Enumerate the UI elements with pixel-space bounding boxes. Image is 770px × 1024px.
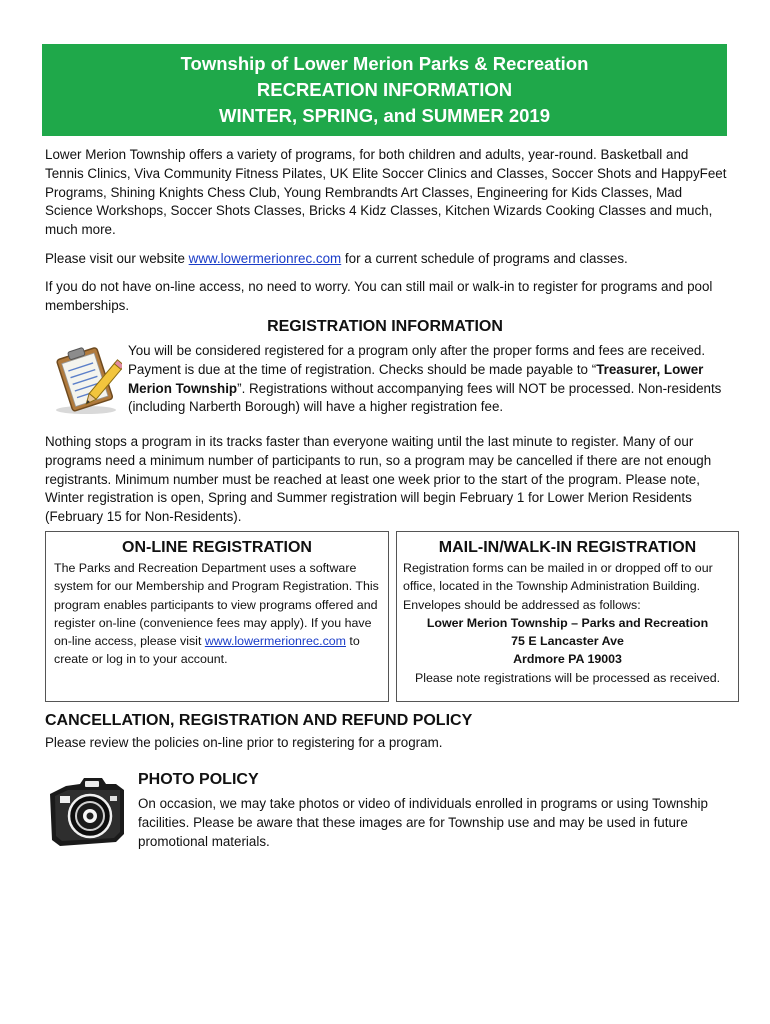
header-banner [42, 44, 727, 136]
online-website-link[interactable]: www.lowermerionrec.com [204, 634, 346, 649]
online-text-b: to create or log in to your account. [54, 634, 360, 667]
address-line-2: 75 E Lancaster Ave [511, 634, 624, 649]
mail-in-note: Please note registrations will be processed as received. [414, 670, 721, 685]
header-subtitle: RECREATION INFORMATION [256, 79, 513, 100]
registration-text-b: ”. Registrations without accompanying fees will NOT be processed. Non-residents (including Narberth Borough) will have a higher registration fee. [128, 380, 722, 415]
address-line-3: Ardmore PA 19003 [513, 652, 622, 667]
mail-in-heading: MAIL-IN/WALK-IN REGISTRATION [438, 539, 697, 556]
registration-paragraph [128, 342, 728, 417]
camera-icon [46, 772, 128, 854]
visit-website-paragraph [45, 250, 730, 269]
website-link[interactable]: www.lowermerionrec.com [188, 251, 342, 266]
photo-policy-text: On occasion, we may take photos or video of individuals enrolled in programs or using Township facilities. Please be aware that these images are for Township use and may be used in future promotional materials. [138, 796, 708, 849]
online-text [46, 559, 388, 669]
intro-paragraph: Lower Merion Township offers a variety of programs, for both children and adults, year-round. Basketball and Tennis Clinics, Viva Community Fitness Pilates, UK Elite Soccer Clinics and Classes, Soccer Shots and HappyFeet Programs, Shining Knights Chess Club, Young Rembrandts Art Classes, Engineering for Kids Classes, Mad Science Workshops, Soccer Shots Classes, Bricks 4 Kidz Classes, Kitchen Wizards Cooking Classes and much, much more. [45, 147, 727, 238]
online-text-a: The Parks and Recreation Department uses a software system for our Membership and Program Registration. This program enables participants to view programs offered and register on-line (convenience fees may apply). If you have on-line access, please visit [54, 561, 379, 649]
header-title: Township of Lower Merion Parks & Recreation [180, 53, 589, 74]
address-line-1: Lower Merion Township – Parks and Recreation [426, 615, 709, 630]
visit-suffix: for a current schedule of programs and classes. [341, 251, 628, 266]
online-registration-box [45, 531, 389, 702]
cancellation-text: Please review the policies on-line prior to registering for a program. [45, 735, 443, 750]
photo-policy-heading: PHOTO POLICY [138, 771, 259, 788]
deadline-paragraph: Nothing stops a program in its tracks faster than everyone waiting until the last minute to register. Many of our programs need a minimum number of participants to run, so a program may be cancelled if there are not enough registrants. Minimum number must be reached at least one week prior to the start of the program. Please note, Winter registration is open, Spring and Summer registration will begin February 1 for Lower Merion Residents (February 15 for Non-Residents). [45, 434, 712, 525]
online-heading: ON-LINE REGISTRATION [122, 539, 312, 556]
offline-paragraph: If you do not have on-line access, no need to worry. You can still mail or walk-in to register for programs and pool memberships. [45, 279, 713, 313]
registration-heading: REGISTRATION INFORMATION [267, 318, 503, 335]
mail-in-text: Registration forms can be mailed in or dropped off to our office, located in the Township Administration Building. Envelopes should be addressed as follows: [403, 561, 713, 612]
header-season: WINTER, SPRING, and SUMMER 2019 [219, 105, 550, 126]
payee-name: Treasurer, Lower Merion Township [128, 361, 704, 396]
registration-text-a: You will be considered registered for a program only after the proper forms and fees are received. Payment is due at the time of registration. Checks should be made payable to “ [128, 343, 706, 377]
mail-in-body [397, 559, 738, 687]
mail-in-registration-box [396, 531, 739, 702]
cancellation-heading: CANCELLATION, REGISTRATION AND REFUND POLICY [45, 712, 473, 729]
visit-prefix: Please visit our website [45, 251, 189, 266]
clipboard-icon [50, 342, 122, 416]
